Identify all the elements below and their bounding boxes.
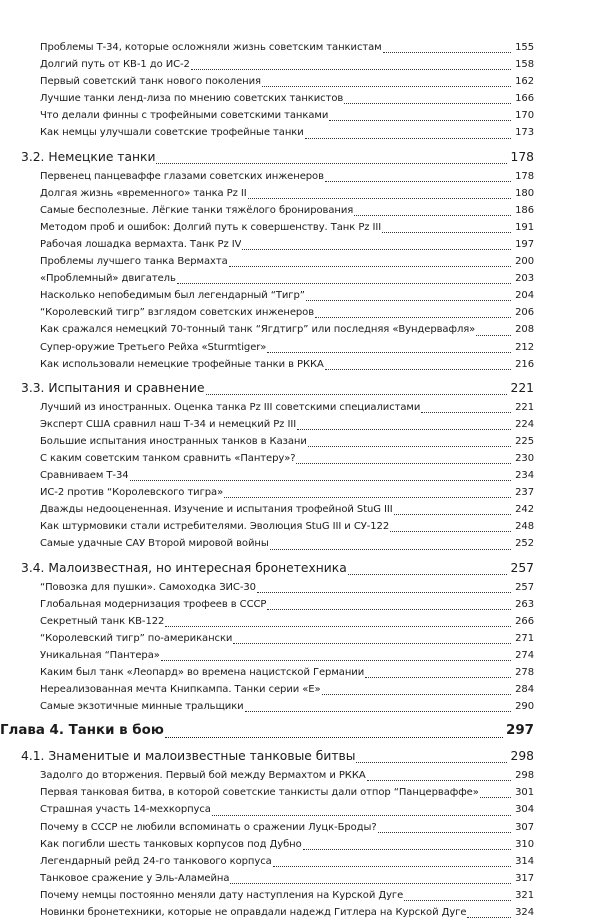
toc-entry-title: Легендарный рейд 24-го танкового корпуса <box>40 855 272 867</box>
toc-entry-subsection <box>0 399 591 416</box>
toc-entry-subsection <box>0 613 591 630</box>
toc-entry-title: Долгий путь от КВ-1 до ИС-2 <box>40 59 190 71</box>
toc-entry-title: «Проблемный» двигатель <box>40 273 176 285</box>
toc-entry-title: Задолго до вторжения. Первый бой между Вермахтом и РККА <box>40 770 366 782</box>
dot-leader <box>348 573 507 575</box>
toc-entry-subsection <box>0 801 591 818</box>
toc-entry-page-number: 206 <box>515 307 534 319</box>
toc-entry-title: Проблемы Т-34, которые осложняли жизнь советским танкистам <box>40 42 382 53</box>
toc-entry-title: Лучший из иностранных. Оценка танка Pz III советскими специалистами <box>40 401 421 413</box>
toc-entry-page-number: 263 <box>515 598 534 610</box>
toc-entry-title: Самые экзотичные минные тральщики <box>40 701 244 713</box>
toc-entry-subsection <box>0 90 591 107</box>
toc-entry-subsection <box>0 784 591 801</box>
toc-entry-title: 3.2. Немецкие танки <box>21 149 156 164</box>
toc-entry-page-number: 237 <box>515 487 534 499</box>
toc-entry-title: Самые бесполезные. Лёгкие танки тяжёлого бронирования <box>40 204 354 216</box>
toc-entry-page-number: 173 <box>515 127 534 139</box>
toc-entry-subsection <box>0 518 591 535</box>
toc-entry-title: Рабочая лошадка вермахта. Танк Pz IV <box>40 238 242 250</box>
toc-entry-page-number: 252 <box>515 538 534 550</box>
toc-entry-subsection <box>0 467 591 484</box>
toc-entry-page-number: 186 <box>515 204 534 216</box>
toc-entry-title: “Королевский тигр” взглядом советских инженеров <box>40 307 315 319</box>
dot-leader <box>270 548 511 550</box>
toc-entry-page-number: 166 <box>515 93 534 105</box>
toc-entry-subsection <box>0 270 591 287</box>
dot-leader <box>233 642 511 644</box>
toc-entry-title: 3.3. Испытания и сравнение <box>21 380 205 395</box>
toc-entry-title: Методом проб и ошибок: Долгий путь к совершенству. Танк Pz III <box>40 221 382 233</box>
toc-entry-title: Лучшие танки ленд-лиза по мнению советских танкистов <box>40 93 344 105</box>
toc-entry-subsection <box>0 681 591 698</box>
dot-leader <box>382 231 511 233</box>
dot-leader <box>245 710 511 712</box>
dot-leader <box>257 591 511 593</box>
toc-entry-page-number: 314 <box>515 855 534 867</box>
toc-entry-page-number: 170 <box>515 110 534 122</box>
dot-leader <box>262 85 511 87</box>
toc-entry-subsection <box>0 664 591 681</box>
toc-entry-page-number: 257 <box>510 560 534 575</box>
toc-entry-page-number: 155 <box>515 42 534 53</box>
toc-entry-title: Большие испытания иностранных танков в Казани <box>40 435 307 447</box>
dot-leader <box>303 848 511 850</box>
toc-entry-title: С каким советским танком сравнить «Пантеру»? <box>40 452 296 464</box>
toc-entry-subsection <box>0 236 591 253</box>
toc-entry-subsection <box>0 185 591 202</box>
toc-entry-page-number: 271 <box>515 632 534 644</box>
toc-entry-subsection <box>0 450 591 467</box>
toc-entry-title: Как немцы улучшали советские трофейные танки <box>40 127 304 139</box>
toc-entry-subsection <box>0 630 591 647</box>
dot-leader <box>242 248 511 250</box>
dot-leader <box>329 119 511 121</box>
toc-entry-page-number: 307 <box>515 821 534 833</box>
toc-entry-subsection <box>0 535 591 552</box>
toc-entry-page-number: 242 <box>515 504 534 516</box>
dot-leader <box>354 214 511 216</box>
toc-entry-title: Почему немцы постоянно меняли дату наступления на Курской Дуге <box>40 889 404 901</box>
table-of-contents <box>0 39 591 921</box>
dot-leader <box>212 814 511 816</box>
toc-entry-title: Самые удачные САУ Второй мировой войны <box>40 538 269 550</box>
dot-leader <box>383 51 511 53</box>
toc-entry-subsection <box>0 596 591 613</box>
dot-leader <box>297 428 511 430</box>
toc-entry-title: Супер-оружие Третьего Рейха «Sturmtiger» <box>40 341 267 353</box>
toc-entry-title: Почему в СССР не любили вспоминать о сражении Луцк-Броды? <box>40 821 377 833</box>
toc-entry-page-number: 284 <box>515 684 534 696</box>
toc-entry-page-number: 257 <box>515 581 534 593</box>
dot-leader <box>480 796 511 798</box>
dot-leader <box>421 411 511 413</box>
toc-entry-title: Первенец панцеваффе глазами советских инженеров <box>40 170 324 182</box>
dot-leader <box>165 736 503 738</box>
dot-leader <box>156 162 507 164</box>
toc-entry-subsection <box>0 304 591 321</box>
dot-leader <box>165 625 511 627</box>
toc-entry-subsection <box>0 124 591 141</box>
toc-entry-title: Проблемы лучшего танка Вермахта <box>40 256 228 268</box>
dot-leader <box>365 676 511 678</box>
toc-entry-page-number: 178 <box>515 170 534 182</box>
dot-leader <box>267 351 511 353</box>
dot-leader <box>325 180 511 182</box>
toc-entry-page-number: 212 <box>515 341 534 353</box>
toc-entry-title: Как штурмовики стали истребителями. Эволюция StuG III и СУ-122 <box>40 521 390 533</box>
toc-entry-page-number: 321 <box>515 889 534 901</box>
toc-entry-page-number: 310 <box>515 838 534 850</box>
toc-entry-page-number: 298 <box>515 770 534 782</box>
toc-entry-page-number: 324 <box>515 907 534 919</box>
toc-entry-page-number: 278 <box>515 667 534 678</box>
toc-entry-subsection <box>0 819 591 836</box>
toc-entry-subsection <box>0 904 591 921</box>
toc-entry-subsection <box>0 321 591 338</box>
dot-leader <box>356 761 507 763</box>
dot-leader <box>315 316 511 318</box>
toc-entry-title: 4.1. Знаменитые и малоизвестные танковые битвы <box>21 749 356 764</box>
dot-leader <box>322 693 511 695</box>
toc-entry-title: Глобальная модернизация трофеев в СССР <box>40 598 267 610</box>
toc-entry-subsection <box>0 39 591 56</box>
toc-entry-title: Сравниваем Т-34 <box>40 470 129 482</box>
toc-entry-page-number: 297 <box>506 723 534 739</box>
toc-entry-page-number: 162 <box>515 76 534 88</box>
dot-leader <box>344 102 511 104</box>
toc-entry-subsection <box>0 56 591 73</box>
dot-leader <box>177 282 511 284</box>
toc-entry-subsection <box>0 579 591 596</box>
toc-entry-subsection <box>0 253 591 270</box>
toc-entry-title: Глава 4. Танки в бою <box>0 723 164 739</box>
toc-entry-subsection <box>0 219 591 236</box>
toc-entry-title: Нереализованная мечта Книпкампа. Танки серии «Е» <box>40 684 321 696</box>
toc-entry-title: Что делали финны с трофейными советскими танками <box>40 110 329 122</box>
dot-leader <box>191 68 511 70</box>
dot-leader <box>130 479 511 481</box>
toc-entry-title: “Повозка для пушки». Самоходка ЗИС-30 <box>40 581 256 593</box>
toc-entry-page-number: 298 <box>510 749 534 764</box>
toc-entry-page-number: 225 <box>515 435 534 447</box>
toc-entry-subsection <box>0 836 591 853</box>
dot-leader <box>224 496 511 498</box>
toc-entry-section <box>0 559 591 578</box>
dot-leader <box>206 393 507 395</box>
dot-leader <box>161 659 511 661</box>
toc-entry-subsection <box>0 202 591 219</box>
toc-entry-title: Первый советский танк нового поколения <box>40 76 261 88</box>
toc-entry-subsection <box>0 887 591 904</box>
dot-leader <box>308 445 511 447</box>
toc-entry-page-number: 216 <box>515 358 534 370</box>
toc-entry-page-number: 200 <box>515 256 534 268</box>
dot-leader <box>273 865 511 867</box>
dot-leader <box>325 368 511 370</box>
dot-leader <box>306 299 511 301</box>
toc-entry-title: Насколько непобедимым был легендарный “Тигр” <box>40 290 305 302</box>
toc-entry-section <box>0 379 591 398</box>
toc-entry-page-number: 290 <box>515 701 534 713</box>
dot-leader <box>476 334 511 336</box>
toc-entry-subsection <box>0 501 591 518</box>
dot-leader <box>390 530 511 532</box>
toc-entry-page-number: 248 <box>515 521 534 533</box>
toc-entry-chapter <box>0 721 591 741</box>
dot-leader <box>296 462 511 464</box>
toc-entry-page-number: 221 <box>510 380 534 395</box>
toc-entry-page-number: 234 <box>515 470 534 482</box>
toc-entry-subsection <box>0 647 591 664</box>
toc-entry-title: Как использовали немецкие трофейные танки в РККА <box>40 358 324 370</box>
toc-entry-page-number: 317 <box>515 872 534 884</box>
toc-entry-page-number: 266 <box>515 615 534 627</box>
toc-entry-page-number: 197 <box>515 238 534 250</box>
toc-entry-page-number: 180 <box>515 187 534 199</box>
toc-entry-subsection <box>0 767 591 784</box>
toc-entry-section <box>0 148 591 167</box>
toc-entry-title: Как сражался немецкий 70-тонный танк “Ягдтигр” или последняя «Вундервафля» <box>40 324 476 336</box>
toc-entry-title: Уникальная “Пантера» <box>40 649 160 661</box>
toc-entry-page-number: 158 <box>515 59 534 71</box>
dot-leader <box>467 916 511 918</box>
toc-entry-title: Страшная участь 14-мехкорпуса <box>40 804 211 816</box>
toc-entry-title: Эксперт США сравнил наш Т-34 и немецкий Pz III <box>40 418 297 430</box>
dot-leader <box>267 608 511 610</box>
toc-entry-subsection <box>0 870 591 887</box>
toc-entry-subsection <box>0 73 591 90</box>
toc-entry-page-number: 178 <box>510 149 534 164</box>
toc-entry-title: Новинки бронетехники, которые не оправдали надежд Гитлера на Курской Дуге <box>40 907 467 919</box>
toc-entry-title: Долгая жизнь «временного» танка Pz II <box>40 187 247 199</box>
toc-entry-page-number: 224 <box>515 418 534 430</box>
dot-leader <box>248 197 511 199</box>
toc-entry-page-number: 203 <box>515 273 534 285</box>
toc-entry-page-number: 304 <box>515 804 534 816</box>
dot-leader <box>305 137 511 139</box>
toc-entry-page-number: 274 <box>515 649 534 661</box>
toc-entry-page-number: 208 <box>515 324 534 336</box>
dot-leader <box>404 899 511 901</box>
toc-entry-title: Каким был танк «Леопард» во времена нацистской Германии <box>40 667 365 678</box>
toc-entry-page-number: 230 <box>515 452 534 464</box>
dot-leader <box>394 513 511 515</box>
toc-entry-subsection <box>0 433 591 450</box>
toc-entry-subsection <box>0 416 591 433</box>
toc-entry-title: “Королевский тигр” по-американски <box>40 632 233 644</box>
dot-leader <box>367 779 511 781</box>
toc-entry-page-number: 221 <box>515 401 534 413</box>
toc-entry-subsection <box>0 287 591 304</box>
toc-entry-title: Секретный танк КВ-122 <box>40 615 165 627</box>
toc-entry-subsection <box>0 853 591 870</box>
toc-entry-subsection <box>0 356 591 373</box>
toc-entry-page-number: 204 <box>515 290 534 302</box>
toc-entry-subsection <box>0 107 591 124</box>
toc-entry-title: Первая танковая битва, в которой советские танкисты дали отпор “Панцерваффе» <box>40 787 479 799</box>
toc-entry-title: ИС-2 против “Королевского тигра» <box>40 487 224 499</box>
toc-entry-title: Танковое сражение у Эль-Аламейна <box>40 872 230 884</box>
dot-leader <box>378 831 511 833</box>
toc-entry-subsection <box>0 168 591 185</box>
toc-entry-subsection <box>0 698 591 715</box>
toc-entry-title: Дважды недооцененная. Изучение и испытания трофейной StuG III <box>40 504 393 516</box>
dot-leader <box>230 882 511 884</box>
toc-entry-section <box>0 747 591 766</box>
toc-entry-title: 3.4. Малоизвестная, но интересная бронетехника <box>21 560 347 575</box>
dot-leader <box>229 265 511 267</box>
toc-entry-page-number: 191 <box>515 221 534 233</box>
toc-entry-subsection <box>0 484 591 501</box>
toc-entry-title: Как погибли шесть танковых корпусов под Дубно <box>40 838 302 850</box>
toc-entry-subsection <box>0 339 591 356</box>
toc-entry-page-number: 301 <box>515 787 534 799</box>
